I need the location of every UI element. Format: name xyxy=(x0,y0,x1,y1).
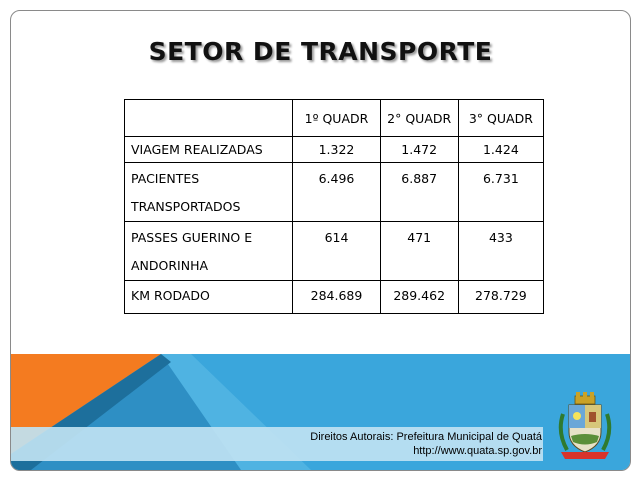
row-value-q2: 6.887 xyxy=(380,163,458,222)
slide-title: SETOR DE TRANSPORTE xyxy=(148,37,493,66)
row-value-q1: 284.689 xyxy=(293,281,380,314)
row-value-q2: 289.462 xyxy=(380,281,458,314)
row-label-line: VIAGEM REALIZADAS xyxy=(131,142,263,157)
header-cell-q2: 2° QUADR xyxy=(380,100,458,137)
row-label xyxy=(125,281,293,314)
row-value-q1: 614 xyxy=(293,222,380,281)
credit-line: Direitos Autorais: Prefeitura Municipal de Quatá xyxy=(310,431,542,443)
row-label-line: ANDORINHA xyxy=(131,258,209,273)
row-label-line: KM RODADO xyxy=(131,288,210,303)
row-value-q2: 471 xyxy=(380,222,458,281)
table-row xyxy=(125,163,544,222)
row-value-q2: 1.472 xyxy=(380,137,458,163)
row-value-q3: 1.424 xyxy=(458,137,543,163)
table-header-row xyxy=(125,100,544,137)
row-value-q3: 433 xyxy=(458,222,543,281)
row-value-q3: 278.729 xyxy=(458,281,543,314)
header-cell-q1: 1º QUADR xyxy=(293,100,380,137)
credits-block xyxy=(310,430,542,458)
slide xyxy=(10,10,631,471)
row-label-line: PACIENTES xyxy=(131,171,200,186)
transport-table xyxy=(124,99,544,314)
credit-url: http://www.quata.sp.gov.br xyxy=(413,445,542,457)
row-value-q3: 6.731 xyxy=(458,163,543,222)
row-value-q1: 6.496 xyxy=(293,163,380,222)
table-row xyxy=(125,222,544,281)
row-label-line: PASSES GUERINO E xyxy=(131,230,253,245)
municipal-coat-of-arms-icon xyxy=(555,392,615,464)
row-label-line: TRANSPORTADOS xyxy=(131,199,241,214)
table-row xyxy=(125,281,544,314)
row-value-q1: 1.322 xyxy=(293,137,380,163)
header-cell-empty xyxy=(125,100,293,137)
row-label xyxy=(125,222,293,281)
row-label xyxy=(125,137,293,163)
table-row xyxy=(125,137,544,163)
header-cell-q3: 3° QUADR xyxy=(458,100,543,137)
row-label xyxy=(125,163,293,222)
